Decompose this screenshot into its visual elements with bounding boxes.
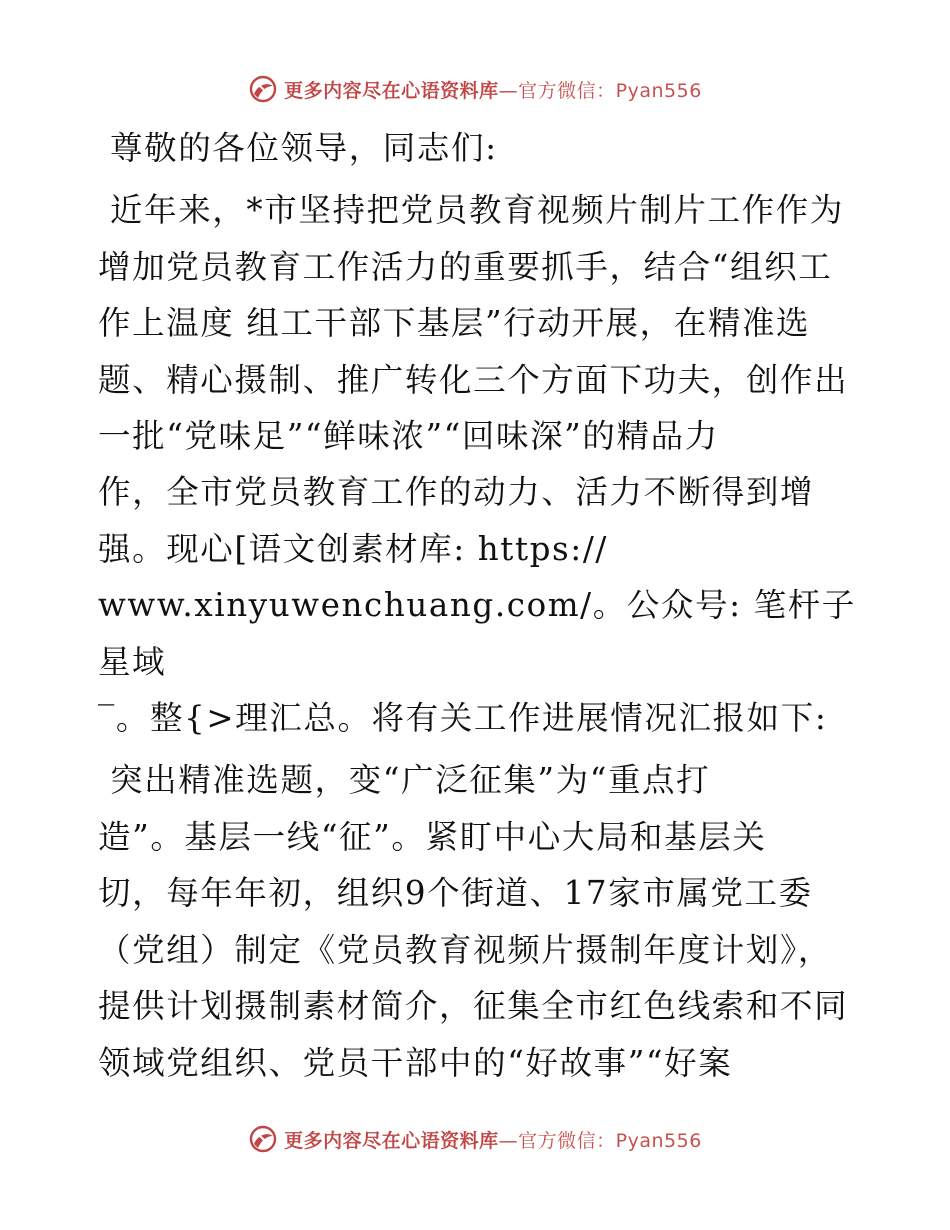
paragraph-line: （党组）制定《党员教育视频片摄制年度计划》， (98, 930, 832, 969)
watermark-main: 更多内容尽在心语资料库 (284, 79, 499, 102)
swirl-logo-icon (248, 1124, 278, 1154)
paragraph-line: 作，全市党员教育工作的动力、活力不断得到增 (98, 473, 815, 512)
paragraph-line: 一批“党味足”“鲜味浓”“回味深”的精品力 (98, 417, 719, 456)
paragraph-line: 题、精心摄制、推广转化三个方面下功夫，创作出 (98, 360, 849, 399)
watermark-text (284, 1126, 702, 1153)
watermark-main: 更多内容尽在心语资料库 (284, 1129, 499, 1152)
watermark-text (284, 76, 702, 103)
paragraph-line: 强。现心[语文创素材库: https:// (98, 529, 608, 568)
paragraph-line: ‾。整{>理汇总。将有关工作进展情况汇报如下: (98, 699, 828, 738)
paragraph-line: 突出精准选题，变“广泛征集”为“重点打 (110, 761, 711, 800)
paragraph-line: 造”。基层一线“征”。紧盯中心大局和基层关 (98, 817, 767, 856)
paragraph-line: 近年来，*市坚持把党员教育视频片制片工作作为 (110, 191, 844, 230)
paragraph-line: 领域党组织、党员干部中的“好故事”“好案 (98, 1043, 733, 1082)
page-footer-watermark (0, 1124, 950, 1154)
paragraph-line: 作上温度 组工干部下基层”行动开展，在精准选 (98, 304, 811, 343)
paragraph-1 (98, 182, 858, 746)
swirl-logo-icon (248, 74, 278, 104)
paragraph-line: 提供计划摄制素材简介，征集全市红色线索和不同 (98, 987, 849, 1026)
paragraph-line: www.xinyuwenchuang.com/。公众号: 笔杆子星域 (98, 586, 856, 681)
watermark-dash: — (498, 79, 519, 102)
document-body (98, 120, 858, 1091)
page-header-watermark (0, 74, 950, 104)
watermark-sub: 官方微信：Pyan556 (518, 1129, 702, 1152)
paragraph-2 (98, 752, 858, 1090)
greeting-line: 尊敬的各位领导，同志们: (110, 129, 498, 167)
watermark-dash: — (498, 1129, 519, 1152)
watermark-sub: 官方微信：Pyan556 (518, 79, 702, 102)
paragraph-line: 增加党员教育工作活力的重要抓手，结合“组织工 (98, 247, 833, 286)
paragraph-line: 切，每年年初，组织9个街道、17家市属党工委 (98, 874, 813, 913)
